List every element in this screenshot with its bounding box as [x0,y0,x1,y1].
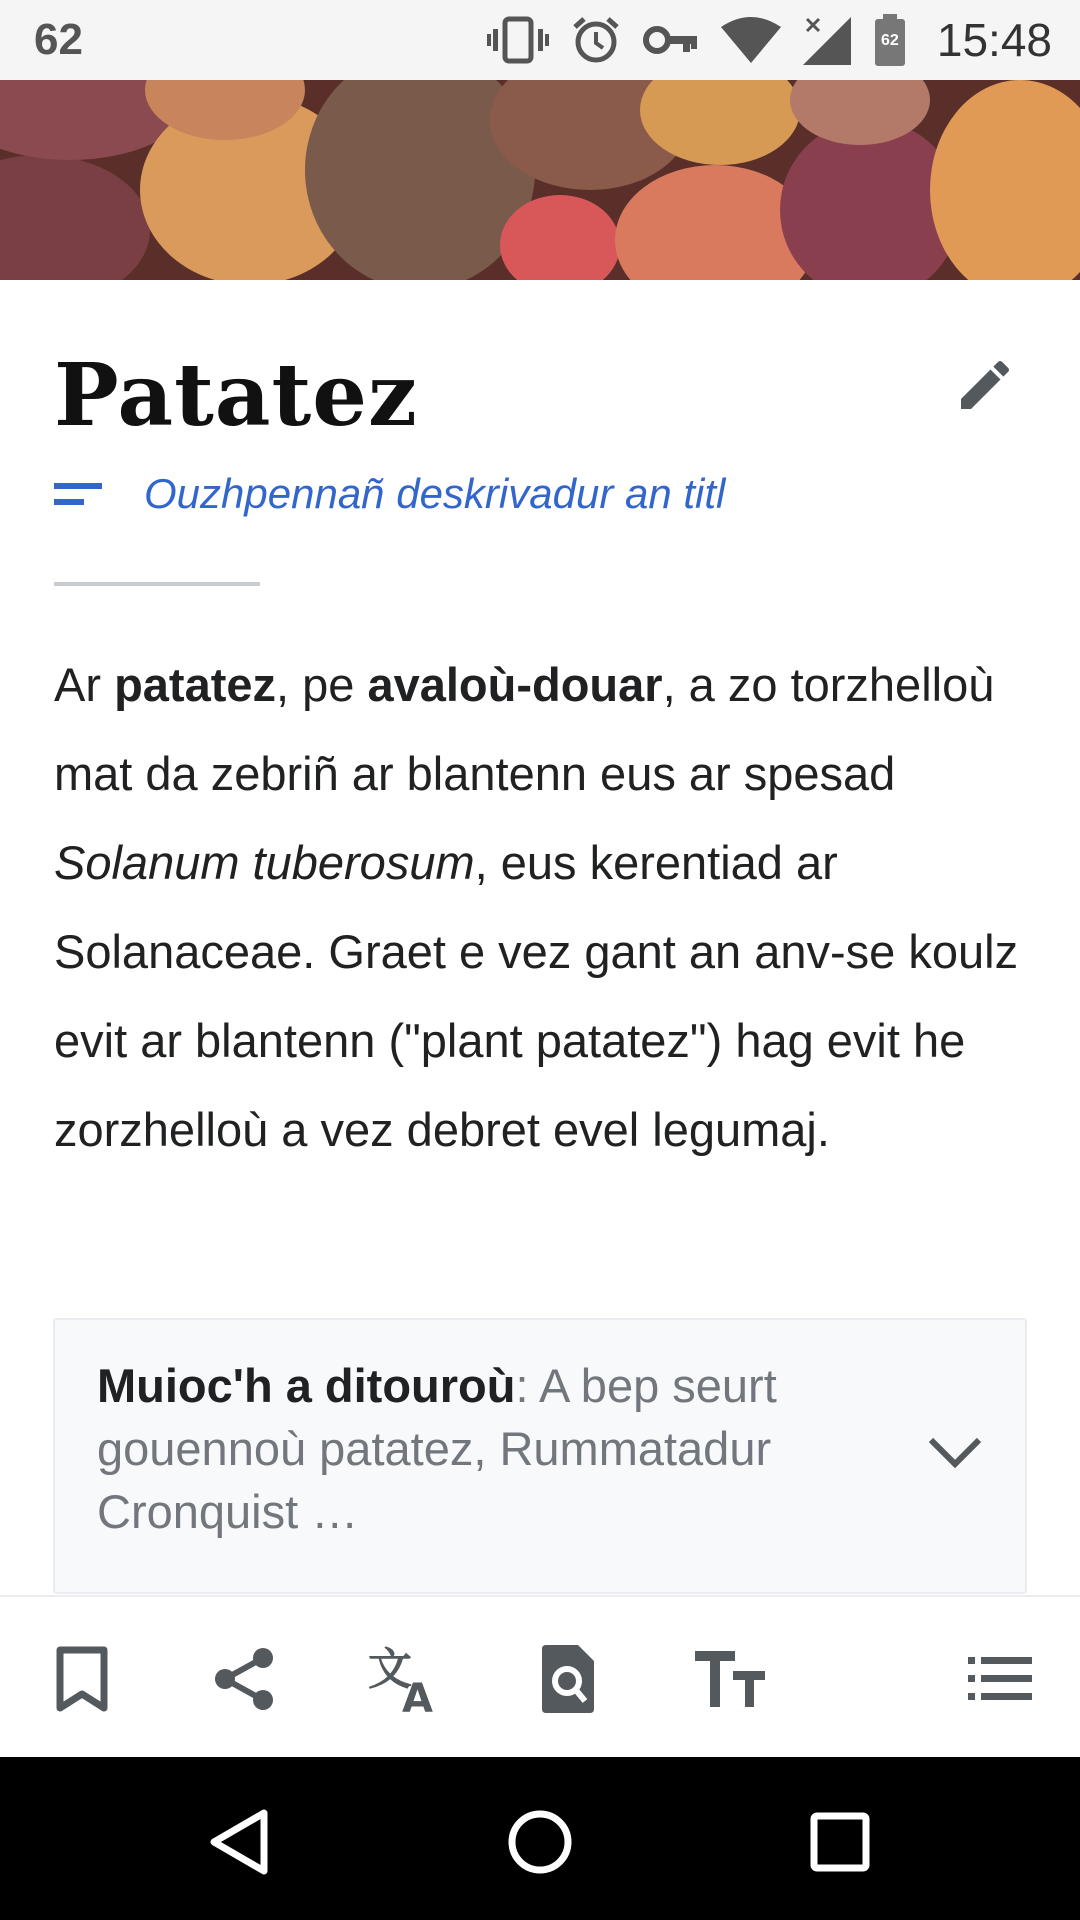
table-of-contents-button[interactable] [958,1637,1042,1721]
bookmark-icon [54,1646,110,1712]
battery-level: 62 [880,32,899,49]
add-description-link[interactable]: Ouzhpennañ deskrivadur an titl [144,470,726,517]
contents-icon [968,1657,1032,1701]
species-name: Solanum tuberosum [54,836,475,889]
status-bar [0,0,1080,80]
notification-count: 62 [34,15,83,64]
system-nav-bar [0,1757,1080,1920]
recents-button[interactable] [795,1797,885,1887]
signal-icon [803,15,851,65]
svg-text:文: 文 [368,1644,412,1695]
vibrate-icon [487,15,549,65]
find-in-page-button[interactable] [526,1637,610,1721]
edit-title-button[interactable] [950,350,1020,420]
language-button[interactable] [364,1637,448,1721]
short-text-icon [54,481,102,507]
bookmark-button[interactable] [40,1637,124,1721]
home-button[interactable] [495,1797,585,1887]
share-icon [211,1646,277,1712]
title-divider [54,582,260,586]
add-description-row[interactable] [54,470,725,518]
text-size-icon [695,1651,765,1707]
more-info-collapsible[interactable] [53,1318,1027,1594]
recents-icon [808,1810,872,1874]
more-info-summary: : A bep seurt gouennoù patatez, Rummatadur Cronquist … [97,1359,777,1538]
article-toolbar [0,1595,1080,1757]
text-size-button[interactable] [688,1637,772,1721]
more-info-heading: Muioc'h a ditouroù [97,1359,516,1412]
wifi-icon [721,17,781,63]
chevron-down-icon[interactable] [925,1432,985,1472]
page-title: Patatez [54,345,418,446]
alarm-icon [571,15,621,65]
share-button[interactable] [202,1637,286,1721]
back-button[interactable] [196,1797,286,1887]
bold-term: avaloù-douar [367,658,663,711]
translate-icon [368,1644,444,1714]
back-icon [206,1807,276,1877]
home-icon [505,1807,575,1877]
pencil-icon [953,353,1017,417]
status-time: 15:48 [936,14,1052,66]
svg-text:A: A [402,1676,433,1714]
more-info-text [97,1354,915,1543]
lead-paragraph: Ar patatez, pe avaloù-douar, a zo torzhelloù mat da zebriñ ar blantenn eus ar spesad Solanum tuberosum, eus kerentiad ar Solanaceae. Graet e vez gant an anv-se koulz evit ar blantenn ("plant patatez") hag evit he zorzhelloù a vez debret evel legumaj. [54,658,1019,1156]
lead-image[interactable] [0,80,1080,280]
battery-icon [873,14,907,66]
bold-term: patatez [114,658,276,711]
find-in-page-icon [538,1643,598,1715]
vpn-key-icon [643,23,699,57]
